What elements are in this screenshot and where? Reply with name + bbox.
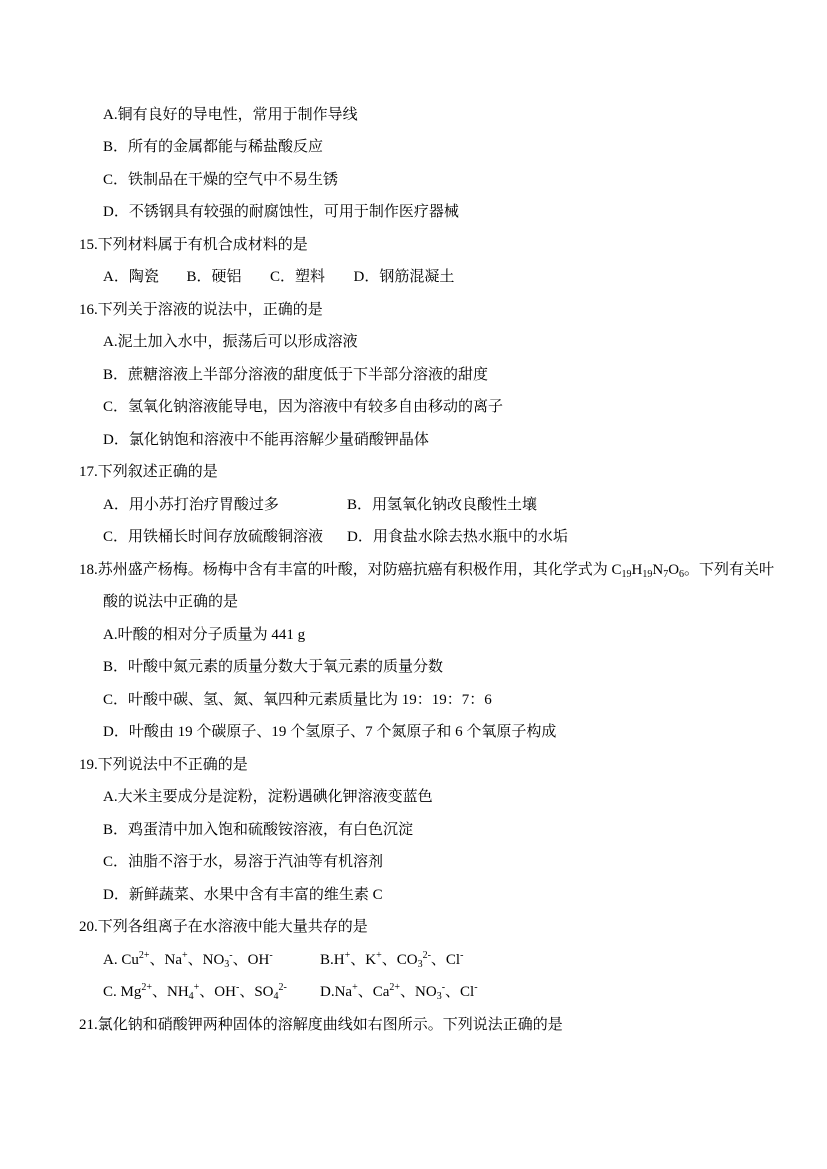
text-run: 、Cl	[430, 951, 461, 968]
text-run: 、NH	[151, 984, 189, 1001]
q15-option-d: D．钢筋混凝土	[353, 269, 455, 286]
q16-option-d: D．氯化钠饱和溶液中不能再溶解少量硝酸钾晶体	[103, 431, 429, 448]
superscript: -	[441, 982, 446, 994]
text-run: 。下列有关叶	[684, 561, 775, 578]
q15-option-c: C．塑料	[270, 269, 326, 286]
superscript: +	[376, 949, 382, 961]
subscript: 19	[621, 568, 632, 580]
text-run: 、Cl	[445, 984, 475, 1001]
superscript: -	[460, 949, 464, 961]
q20-stem: 20.下列各组离子在水溶液中能大量共存的是	[79, 919, 368, 936]
q17-stem: 17.下列叙述正确的是	[79, 464, 218, 481]
text-run: D.Na	[320, 984, 353, 1001]
text-run: N	[652, 561, 664, 578]
q14-option-a: A.铜有良好的导电性，常用于制作导线	[103, 106, 358, 123]
q19-option-b: B．鸡蛋清中加入饱和硫酸铵溶液，有白色沉淀	[103, 821, 414, 838]
subscript: 3	[436, 991, 442, 1003]
q16-stem: 16.下列关于溶液的说法中，正确的是	[79, 301, 323, 318]
text-run: 、CO	[381, 951, 418, 968]
superscript: -	[235, 982, 240, 994]
q16-option-a: A.泥土加入水中，振荡后可以形成溶液	[103, 334, 358, 351]
q18-stem-line-2: 酸的说法中正确的是	[103, 594, 239, 611]
subscript: 6	[679, 568, 685, 580]
text-run: A. Cu	[103, 951, 139, 968]
q20-option-d	[320, 976, 478, 1009]
subscript: 7	[663, 568, 669, 580]
superscript: 2-	[422, 949, 431, 961]
text-run: H	[631, 561, 643, 578]
q16-option-c: C．氢氧化钠溶液能导电，因为溶液中有较多自由移动的离子	[103, 399, 504, 416]
q15-option-b: B．硬铝	[186, 269, 242, 286]
superscript: +	[193, 982, 200, 994]
superscript: -	[474, 982, 478, 994]
q20-options-row-1	[0, 944, 827, 977]
text-run: B.H	[320, 951, 345, 968]
text-run: 、Ca	[357, 984, 390, 1001]
text-run: C. Mg	[103, 984, 142, 1001]
superscript: +	[344, 949, 351, 961]
superscript: 2+	[141, 982, 152, 994]
q20-option-b	[320, 944, 463, 977]
q18-stem-line-1	[0, 554, 827, 587]
q19-option-a: A.大米主要成分是淀粉，淀粉遇碘化钾溶液变蓝色	[103, 789, 433, 806]
q17-option-a: A．用小苏打治疗胃酸过多	[103, 496, 279, 513]
text-run: 、SO	[239, 984, 274, 1001]
subscript: 4	[188, 991, 194, 1003]
q19-option-d: D．新鲜蔬菜、水果中含有丰富的维生素 C	[103, 886, 383, 903]
q20-option-a	[103, 944, 320, 977]
q15-options	[0, 261, 827, 294]
question-list	[0, 99, 827, 1042]
q14-option-d: D．不锈钢具有较强的耐腐蚀性，可用于制作医疗器械	[103, 204, 459, 221]
q20-options-row-2	[0, 976, 827, 1009]
superscript: -	[229, 949, 233, 961]
q21-stem: 21.氯化钠和硝酸钾两种固体的溶解度曲线如右图所示。下列说法正确的是	[79, 1016, 563, 1033]
q18-option-b: B．叶酸中氮元素的质量分数大于氧元素的质量分数	[103, 659, 444, 676]
superscript: 2-	[278, 982, 287, 994]
q17-options-row-1	[0, 489, 827, 522]
q19-stem: 19.下列说法中不正确的是	[79, 756, 248, 773]
q14-option-b: B．所有的金属都能与稀盐酸反应	[103, 139, 324, 156]
q20-option-c	[103, 976, 320, 1009]
q17-option-b: B．用氢氧化钠改良酸性土壤	[347, 496, 538, 513]
text-run: 、NO	[400, 984, 437, 1001]
q19-option-c: C．油脂不溶于水，易溶于汽油等有机溶剂	[103, 854, 384, 871]
subscript: 3	[224, 958, 230, 970]
superscript: +	[181, 949, 188, 961]
text-run: 18.苏州盛产杨梅。杨梅中含有丰富的叶酸，对防癌抗癌有积极作用，其化学式为 C	[79, 561, 622, 578]
q18-option-d: D．叶酸由 19 个碳原子、19 个氢原子、7 个氮原子和 6 个氧原子构成	[103, 724, 557, 741]
q14-option-c: C．铁制品在干燥的空气中不易生锈	[103, 171, 339, 188]
q16-option-b: B．蔗糖溶液上半部分溶液的甜度低于下半部分溶液的甜度	[103, 366, 489, 383]
superscript: +	[352, 982, 358, 994]
q17-options-row-2	[0, 521, 827, 554]
text-run: 、NO	[187, 951, 225, 968]
subscript: 19	[642, 568, 653, 580]
q15-stem: 15.下列材料属于有机合成材料的是	[79, 236, 308, 253]
superscript: -	[269, 949, 273, 961]
text-run: 、K	[350, 951, 377, 968]
q17-option-d: D．用食盐水除去热水瓶中的水垢	[347, 529, 568, 546]
q17-option-c: C．用铁桶长时间存放硫酸铜溶液	[103, 529, 324, 546]
text-run: 、OH	[199, 984, 236, 1001]
text-run: O	[668, 561, 680, 578]
superscript: 2+	[138, 949, 150, 961]
q18-option-a: A.叶酸的相对分子质量为 441 g	[103, 626, 306, 643]
subscript: 3	[417, 958, 423, 970]
subscript: 4	[273, 991, 279, 1003]
superscript: 2+	[389, 982, 401, 994]
q15-option-a: A．陶瓷	[103, 269, 159, 286]
text-run: 、Na	[149, 951, 182, 968]
q18-option-c: C．叶酸中碳、氢、氮、氧四种元素质量比为 19：19：7：6	[103, 691, 492, 708]
text-run: 、OH	[232, 951, 270, 968]
